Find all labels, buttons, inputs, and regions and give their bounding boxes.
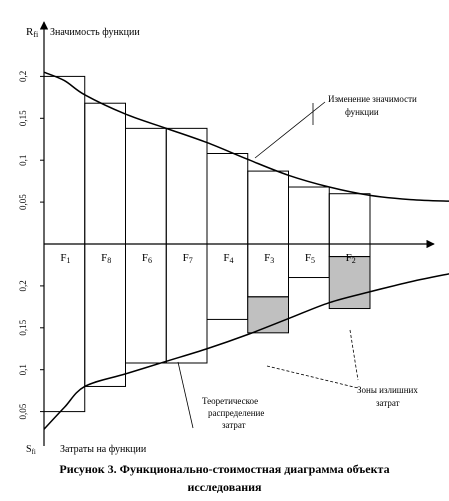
y-tick-label-bottom: 0,2 <box>18 280 28 292</box>
annotation-significance-leader <box>255 102 325 158</box>
y-tick-label-top: 0,15 <box>18 110 28 127</box>
category-label-f6: F6 <box>141 252 152 265</box>
bar-significance-f5 <box>289 187 330 244</box>
curve-significance <box>44 72 449 201</box>
annotation-excess <box>267 330 420 408</box>
y-tick-label-top: 0,05 <box>18 194 28 210</box>
y-tick-label-bottom: 0,1 <box>18 364 28 376</box>
bars <box>44 76 370 411</box>
y-axis-bottom-label-sub: fi <box>31 448 36 456</box>
y-axis-bottom-title: Затраты на функции <box>60 444 147 455</box>
category-label-f4: F4 <box>223 252 234 265</box>
category-labels <box>60 252 355 265</box>
y-tick-label-top: 0,1 <box>18 154 28 166</box>
curves <box>44 72 449 429</box>
annotation-theoretical-text: Теоретическое распределение затрат <box>202 396 265 430</box>
y-tick-label-bottom: 0,15 <box>18 319 28 336</box>
bar-significance-f2 <box>329 194 370 244</box>
annotation-excess-leader-1 <box>267 366 358 388</box>
y-ticks <box>18 71 44 420</box>
category-label-f2: F2 <box>345 252 356 265</box>
bar-significance-f6 <box>126 128 167 244</box>
annotation-significance <box>255 94 419 158</box>
y-axis-top-title: Значимость функции <box>50 27 140 38</box>
category-label-f8: F8 <box>101 252 112 265</box>
y-axis-top-label-main: R <box>26 26 34 38</box>
bar-significance-f8 <box>85 103 126 244</box>
category-label-f3: F3 <box>264 252 275 265</box>
y-axis-top-label-sub: fi <box>33 30 39 39</box>
category-label-f7: F7 <box>182 252 193 265</box>
bar-significance-f1 <box>44 76 85 244</box>
annotation-significance-text: Изменение значимости функции <box>328 94 417 117</box>
caption-line-2: исследования <box>187 480 262 494</box>
y-axis-bottom-label-main: S <box>26 444 32 455</box>
annotation-excess-leader-2 <box>350 330 358 380</box>
annotation-theoretical-leader <box>178 362 193 428</box>
bar-cost-f8 <box>85 244 126 386</box>
y-axis-top-label <box>26 26 39 39</box>
bar-significance-f4 <box>207 153 248 244</box>
y-tick-label-bottom: 0,05 <box>18 403 28 420</box>
bar-significance-f3 <box>248 171 289 244</box>
y-tick-label-top: 0,2 <box>18 70 28 83</box>
annotation-theoretical <box>178 362 267 430</box>
category-label-f5: F5 <box>304 252 315 265</box>
caption-line-1: Рисунок 3. Функционально-стоимостная диаграмма объекта <box>59 462 390 476</box>
category-label-f1: F1 <box>60 252 71 265</box>
y-axis-bottom-label <box>26 444 36 456</box>
bar-significance-f7 <box>166 128 207 244</box>
bar-cost-f1 <box>44 244 85 412</box>
annotation-excess-text: Зоны излишних затрат <box>357 385 418 408</box>
